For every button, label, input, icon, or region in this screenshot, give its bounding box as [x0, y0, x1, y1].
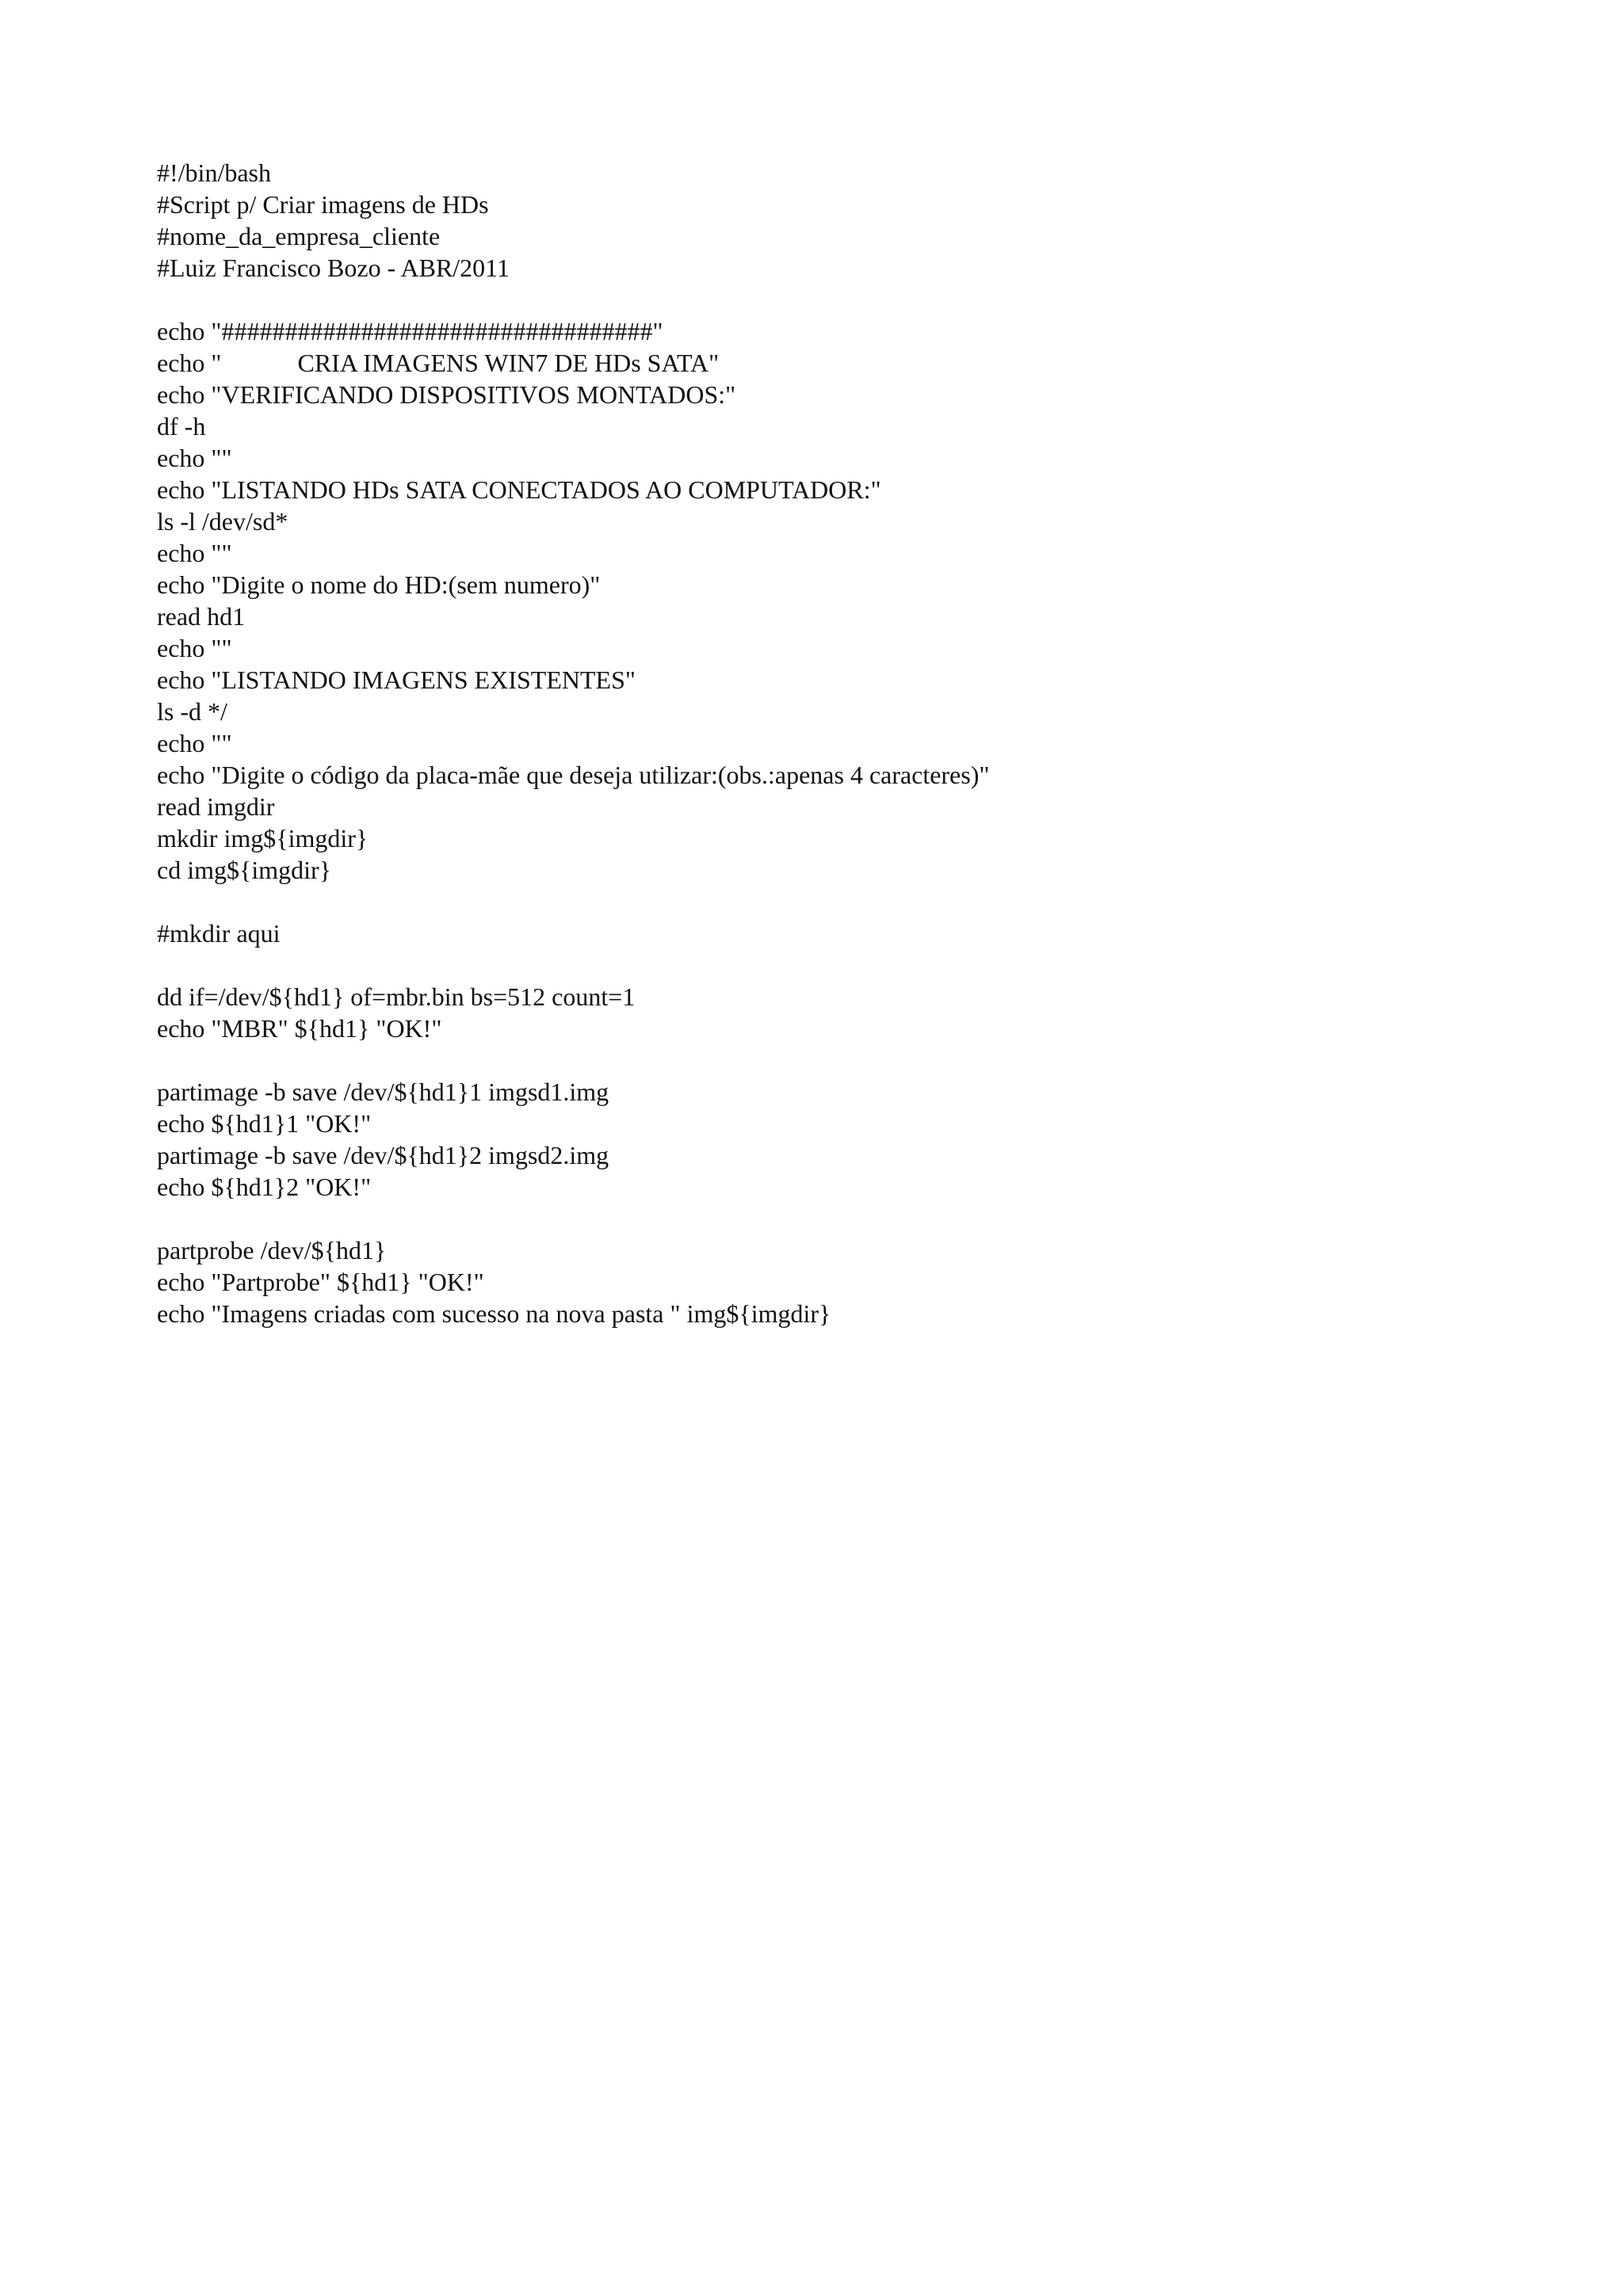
script-line: #!/bin/bash: [157, 158, 271, 187]
script-line: echo "MBR" ${hd1} "OK!": [157, 1014, 442, 1043]
script-line: echo "LISTANDO IMAGENS EXISTENTES": [157, 666, 636, 694]
script-line: #Luiz Francisco Bozo - ABR/2011: [157, 254, 510, 282]
script-line: echo "": [157, 539, 232, 567]
script-line: read hd1: [157, 602, 246, 631]
script-line: echo "Partprobe" ${hd1} "OK!": [157, 1268, 484, 1296]
script-line: mkdir img${imgdir}: [157, 824, 369, 852]
script-line: dd if=/dev/${hd1} of=mbr.bin bs=512 count=1: [157, 982, 636, 1011]
script-line: echo "Imagens criadas com sucesso na nova pasta " img${imgdir}: [157, 1299, 831, 1328]
blank-line: [157, 886, 1504, 917]
script-line: #Script p/ Criar imagens de HDs: [157, 190, 489, 219]
script-line: #mkdir aqui: [157, 919, 281, 948]
script-line: partprobe /dev/${hd1}: [157, 1236, 387, 1264]
script-line: df -h: [157, 412, 206, 441]
script-line: echo ${hd1}2 "OK!": [157, 1173, 372, 1201]
script-line: echo "": [157, 634, 232, 662]
script-line: echo "": [157, 444, 232, 472]
script-line: echo "Digite o nome do HD:(sem numero)": [157, 570, 601, 599]
blank-line: [157, 1203, 1504, 1234]
script-line: ls -l /dev/sd*: [157, 507, 288, 536]
blank-line: [157, 284, 1504, 315]
script-line: cd img${imgdir}: [157, 856, 332, 884]
script-line: echo "##################################": [157, 317, 663, 345]
script-line: partimage -b save /dev/${hd1}1 imgsd1.img: [157, 1077, 609, 1106]
script-line: partimage -b save /dev/${hd1}2 imgsd2.img: [157, 1141, 609, 1169]
script-line: ls -d */: [157, 697, 227, 726]
script-line: read imgdir: [157, 792, 275, 821]
script-line: echo " CRIA IMAGENS WIN7 DE HDs SATA": [157, 349, 720, 377]
script-line: echo "": [157, 729, 232, 757]
script-line: echo "LISTANDO HDs SATA CONECTADOS AO COMPUTADOR:": [157, 475, 881, 504]
script-line: #nome_da_empresa_cliente: [157, 222, 441, 250]
script-line: echo "Digite o código da placa-mãe que deseja utilizar:(obs.:apenas 4 caracteres)": [157, 761, 990, 789]
script-text-block: [157, 157, 1504, 1329]
blank-line: [157, 1044, 1504, 1076]
script-line: echo ${hd1}1 "OK!": [157, 1109, 372, 1138]
blank-line: [157, 949, 1504, 981]
script-line: echo "VERIFICANDO DISPOSITIVOS MONTADOS:": [157, 380, 736, 409]
